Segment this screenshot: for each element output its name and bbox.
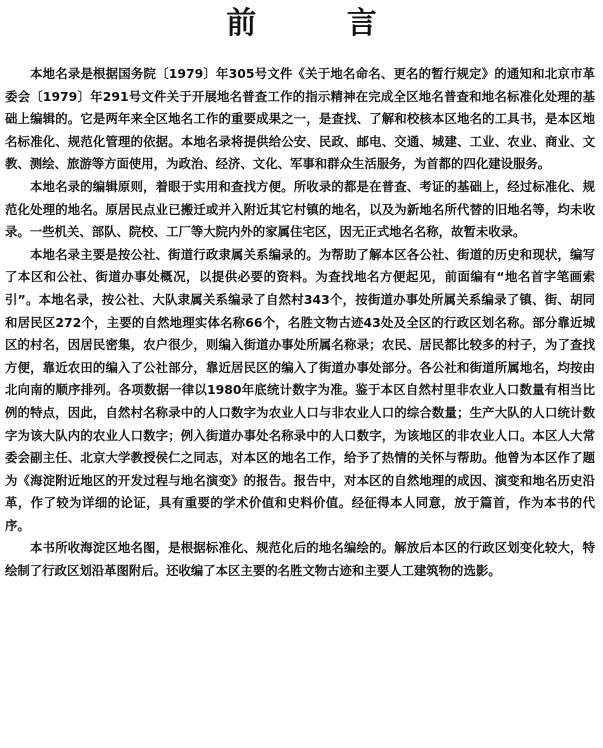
paragraph-2: 本地名录的编辑原则，着眼于实用和查找方便。所收录的都是在普查、考证的基础上，经过标准化、规范化处理的地名。原居民点业已搬迁或并入附近其它村镇的地名，以及为新地名所代替的旧地名等，均未收录。一些机关、部队、院校、工厂等大院内外的家属住宅区，因无正式地名名称，故暂未收录。 xyxy=(5,178,595,240)
paragraph-4: 本书所收海淀区地名图，是根据标准化、规范化后的地名编绘的。解放后本区的行政区划变化较大，特绘制了行政区划沿革图附后。还收编了本区主要的名胜文物古迹和主要人工建筑物的选影。 xyxy=(5,540,595,579)
paragraph-3: 本地名录主要是按公社、街道行政隶属关系编录的。为帮助了解本区各公社、街道的历史和现状，编写了本区和公社、街道办事处概况，以提供必要的资料。为查找地名方便起见，前面编有“地名首字笔画索引”。本地名录，按公社、大队隶属关系编录了自然村343个，按街道办事处所属关系编录了镇、街、胡同和居民区272个，主要的自然地理实体名称66个，名胜文物古迹43处及全区的行政区划名称。部分靠近城区的村名，因居民密集，农户很少，则编入街道办事处所属名称录；农民、居民都比较多的村子，为了查找方便，靠近农田的编入了公社部分，靠近居民区的编入了街道办事处部分。各公社和街道所属地名，均按由北向南的顺序排列。各项数据一律以1980年底统计数字为准。鉴于本区自然村里非农业人口数量有相当比例的特点，因此，自然村名称录中的人口数字为农业人口与非农业人口的综合数量；生产大队的人口统计数字为该大队内的农业人口数字；例入街道办事处名称录中的人口数字，为该地区的非农业人口。本区人大常委会副主任、北京大学教授侯仁之同志，对本区的地名工作，给予了热情的关怀与帮助。他曾为本区作了题为《海淀附近地区的开发过程与地名演变》的报告。报告中，对本区的自然地理的成因、演变和地名历史沿革，作了较为详细的论证，具有重要的学术价值和史料价值。经征得本人同意，放于篇首，作为本书的代序。 xyxy=(5,246,595,533)
preface-body xyxy=(5,63,595,583)
page-title: 前 言 xyxy=(226,6,417,41)
paragraph-1: 本地名录是根据国务院〔1979〕年305号文件《关于地名命名、更名的暂行规定》的通知和北京市革委会〔1979〕年291号文件关于开展地名普查工作的指示精神在完成全区地名普查和地名标准化处理的基础上编辑的。它是两年来全区地名工作的重要成果之一，是查找、了解和校核本区地名的工具书，是本区地名标准化、规范化管理的依据。本地名录将提供给公安、民政、邮电、交通、城建、工业、农业、商业、文教、测绘、旅游等方面使用，为政治、经济、文化、军事和群众生活服务，为首都的四化建设服务。 xyxy=(5,66,595,172)
